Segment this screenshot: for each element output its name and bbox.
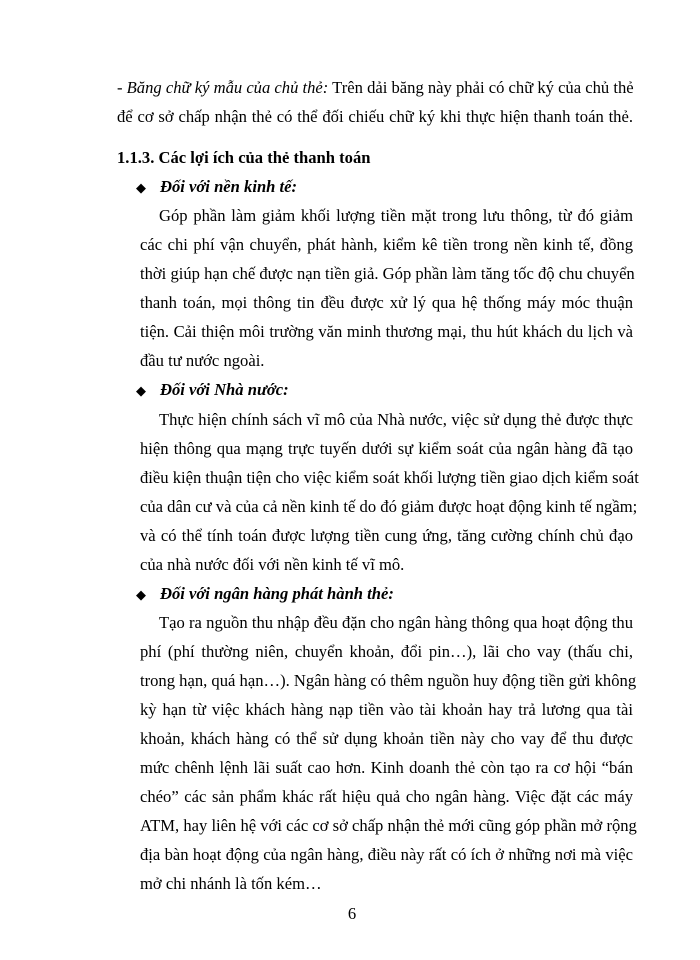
bullet-title-issuing-bank: Đối với ngân hàng phát hành thẻ:: [160, 584, 394, 603]
para-bank-line: chéo” các sản phẩm khác rất hiệu quả cho ngân hàng. Việc đặt các máy: [140, 787, 633, 806]
intro-text: Trên dải băng này phải có chữ ký của chủ thẻ: [328, 78, 634, 97]
para-economy-line: tiện. Cải thiện môi trường văn minh thương mại, thu hút khách du lịch và: [140, 322, 633, 341]
para-state-line: hiện thông qua mạng trực tuyến dưới sự kiểm soát của ngân hàng đã tạo: [140, 439, 633, 458]
para-bank-line: khoản, khách hàng có thể sử dụng khoản tiền này cho vay để thu được: [140, 729, 633, 748]
intro-line-2: để cơ sở chấp nhận thẻ có thể đối chiếu chữ ký khi thực hiện thanh toán thẻ.: [117, 107, 633, 126]
page-number: 6: [347, 904, 357, 923]
bullet-state: [136, 380, 289, 401]
intro-line-1: [117, 78, 633, 98]
para-economy-line: Góp phần làm giảm khối lượng tiền mặt trong lưu thông, từ đó giảm: [159, 206, 633, 225]
para-bank-line: Tạo ra nguồn thu nhập đều đặn cho ngân hàng thông qua hoạt động thu: [159, 613, 633, 632]
bullet-diamond-icon: ◆: [136, 383, 146, 398]
para-state-line: của nhà nước đối với nền kinh tế vĩ mô.: [140, 555, 405, 574]
para-economy-line: các chi phí vận chuyển, phát hành, kiểm kê tiền trong nền kinh tế, đồng: [140, 235, 633, 254]
para-bank-line: mở chi nhánh là tốn kém…: [140, 874, 322, 893]
section-heading: 1.1.3. Các lợi ích của thẻ thanh toán: [117, 148, 371, 167]
para-bank-line: mức chênh lệnh lãi suất cao hơn. Kinh doanh thẻ còn tạo ra cơ hội “bán: [140, 758, 633, 777]
para-economy-line: thanh toán, mọi thông tin đều được xử lý qua hệ thống máy móc thuận: [140, 293, 633, 312]
bullet-diamond-icon: ◆: [136, 180, 146, 195]
bullet-diamond-icon: ◆: [136, 587, 146, 602]
intro-label: - Băng chữ ký mẫu của chủ thẻ:: [117, 78, 329, 97]
para-economy-line: đầu tư nước ngoài.: [140, 351, 265, 370]
para-bank-line: ATM, hay liên hệ với các cơ sở chấp nhận thẻ mới cũng góp phần mở rộng: [140, 816, 637, 835]
para-state-line: điều kiện thuận tiện cho việc kiểm soát khối lượng tiền giao dịch kiểm soát: [140, 468, 639, 487]
para-state-line: Thực hiện chính sách vĩ mô của Nhà nước, việc sử dụng thẻ được thực: [159, 410, 633, 429]
para-bank-line: địa bàn hoạt động của ngân hàng, điều này rất có ích ở những nơi mà việc: [140, 845, 633, 864]
para-state-line: và có thể tính toán được lượng tiền cung ứng, tăng cường chính chủ đạo: [140, 526, 633, 545]
bullet-title-state: Đối với Nhà nước:: [160, 380, 289, 399]
para-bank-line: kỳ hạn từ việc khách hàng nạp tiền vào tài khoản hay trả lương qua tài: [140, 700, 633, 719]
para-bank-line: phí (phí thường niên, chuyển khoản, đổi pin…), lãi cho vay (thấu chi,: [140, 642, 633, 661]
para-bank-line: trong hạn, quá hạn…). Ngân hàng có thêm nguồn huy động tiền gửi không: [140, 671, 637, 690]
bullet-issuing-bank: [136, 584, 394, 605]
bullet-title-economy: Đối với nền kinh tế:: [160, 177, 298, 196]
para-state-line: của dân cư và của cả nền kinh tế do đó giảm được hoạt động kinh tế ngầm;: [140, 497, 638, 516]
bullet-economy: [136, 177, 297, 198]
para-economy-line: thời giúp hạn chế được nạn tiền giả. Góp phần làm tăng tốc độ chu chuyển: [140, 264, 635, 283]
